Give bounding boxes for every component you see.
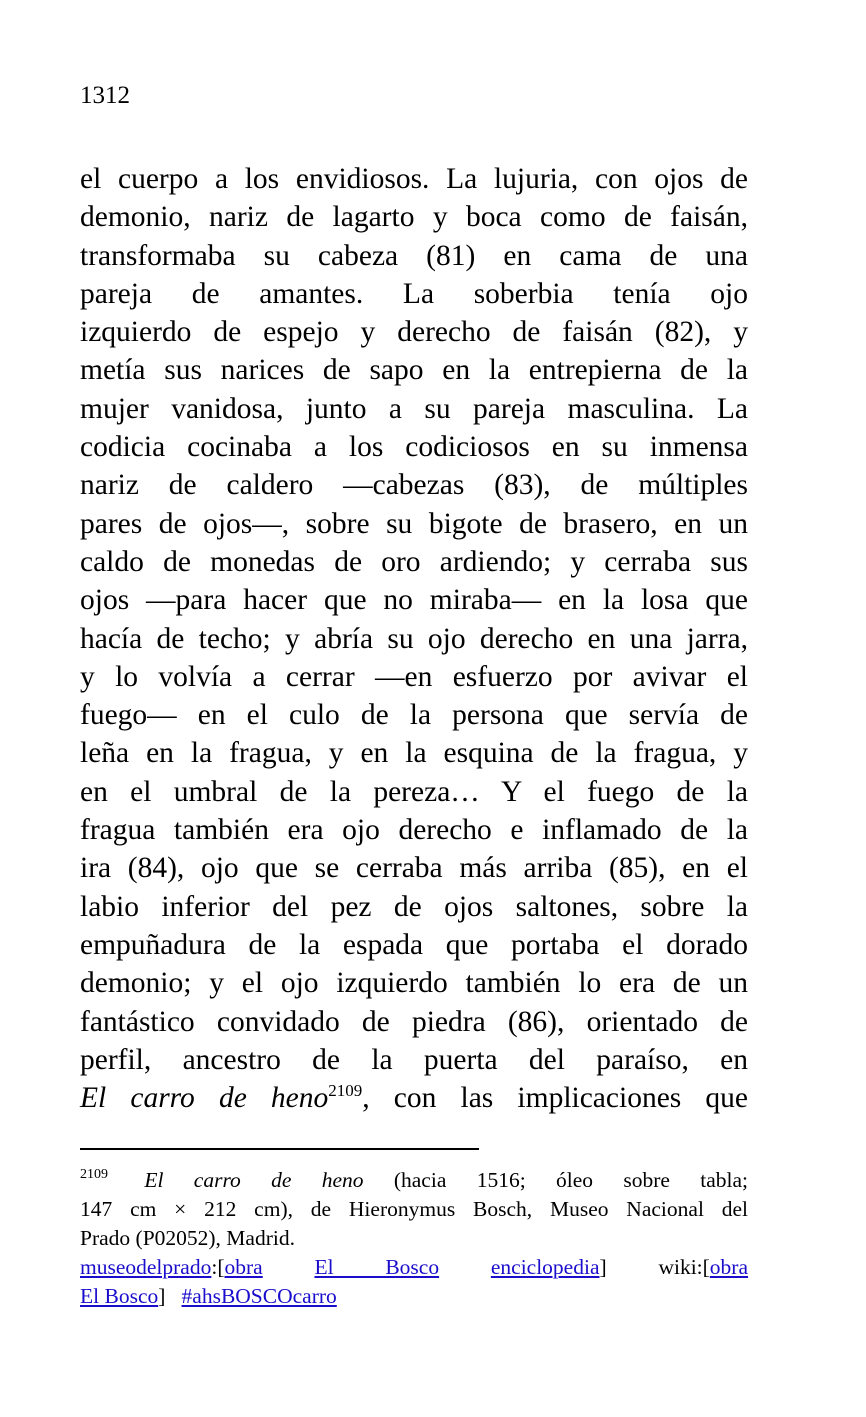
page-number: 1312	[80, 82, 130, 109]
body-line: y lo volvía a cerrar —en esfuerzo por avivar el	[80, 660, 748, 693]
body-text	[80, 160, 748, 1117]
footnote-number: 2109	[80, 1167, 108, 1182]
bracket-open: :[	[211, 1255, 225, 1279]
body-line-rest: , con las implicaciones que	[362, 1082, 748, 1115]
body-line: leña en la fragua, y en la esquina de la fragua, y	[80, 737, 748, 770]
body-line-last	[80, 1079, 748, 1117]
obra-link[interactable]: obra	[224, 1255, 263, 1279]
body-line: transformaba su cabeza (81) en cama de una	[80, 239, 748, 272]
bracket-close: ]	[158, 1284, 166, 1308]
footnote-divider	[80, 1148, 479, 1150]
footnote-artwork-title: El carro de heno	[144, 1168, 364, 1192]
body-line: perfil, ancestro de la puerta del paraíso, en	[80, 1043, 748, 1076]
body-line: hacía de techo; y abría su ojo derecho en una jarra,	[80, 622, 748, 655]
footnote-links-line	[80, 1282, 748, 1311]
body-line: metía sus narices de sapo en la entrepierna de la	[80, 354, 748, 387]
body-line: ojos —para hacer que no miraba— en la losa que	[80, 584, 748, 617]
body-line: fantástico convidado de piedra (86), orientado de	[80, 1005, 748, 1038]
body-line: en el umbral de la pereza… Y el fuego de la	[80, 775, 748, 808]
body-line: ira (84), ojo que se cerraba más arriba (85), en el	[80, 852, 748, 885]
artwork-title: El carro de heno	[80, 1082, 329, 1115]
body-line: el cuerpo a los envidiosos. La lujuria, con ojos de	[80, 163, 748, 195]
footnote-reference[interactable]: 2109	[328, 1081, 363, 1101]
museodelprado-link[interactable]: museodelprado	[80, 1255, 212, 1279]
body-line: demonio, nariz de lagarto y boca como de faisán,	[80, 201, 748, 234]
bracket-close: ]	[599, 1255, 607, 1279]
enciclopedia-link[interactable]: enciclopedia	[490, 1255, 600, 1279]
body-line: mujer vanidosa, junto a su pareja masculina. La	[80, 392, 748, 425]
body-line: pares de ojos—, sobre su bigote de brasero, en un	[80, 507, 748, 540]
footnote-line	[80, 1166, 748, 1195]
body-line: caldo de monedas de oro ardiendo; y cerraba sus	[80, 545, 748, 578]
footnote-line: Prado (P02052), Madrid.	[80, 1226, 295, 1250]
body-line: labio inferior del pez de ojos saltones, sobre la	[80, 890, 748, 923]
body-line: fragua también era ojo derecho e inflamado de la	[80, 814, 748, 847]
wiki-el-bosco-link[interactable]: El Bosco	[80, 1284, 159, 1308]
hashtag-link[interactable]: #ahsBOSCOcarro	[181, 1284, 337, 1308]
footnote-line: 147 cm × 212 cm), de Hieronymus Bosch, Museo Nacional del	[80, 1197, 748, 1221]
wiki-label: wiki:[	[658, 1255, 710, 1279]
body-line: fuego— en el culo de la persona que servía de	[80, 699, 748, 732]
footnote-links-line	[80, 1253, 748, 1282]
footnote-text: (hacia 1516; óleo sobre tabla;	[393, 1168, 749, 1192]
body-line: codicia cocinaba a los codiciosos en su inmensa	[80, 431, 748, 464]
footnote	[80, 1166, 748, 1311]
wiki-obra-link[interactable]: obra	[709, 1255, 748, 1279]
body-line: nariz de caldero —cabezas (83), de múltiples	[80, 469, 748, 502]
body-line: pareja de amantes. La soberbia tenía ojo	[80, 277, 748, 310]
body-line: demonio; y el ojo izquierdo también lo era de un	[80, 967, 748, 1000]
body-line: empuñadura de la espada que portaba el dorado	[80, 928, 748, 961]
body-line: izquierdo de espejo y derecho de faisán (82), y	[80, 316, 748, 349]
el-bosco-link[interactable]: El Bosco	[314, 1255, 440, 1279]
